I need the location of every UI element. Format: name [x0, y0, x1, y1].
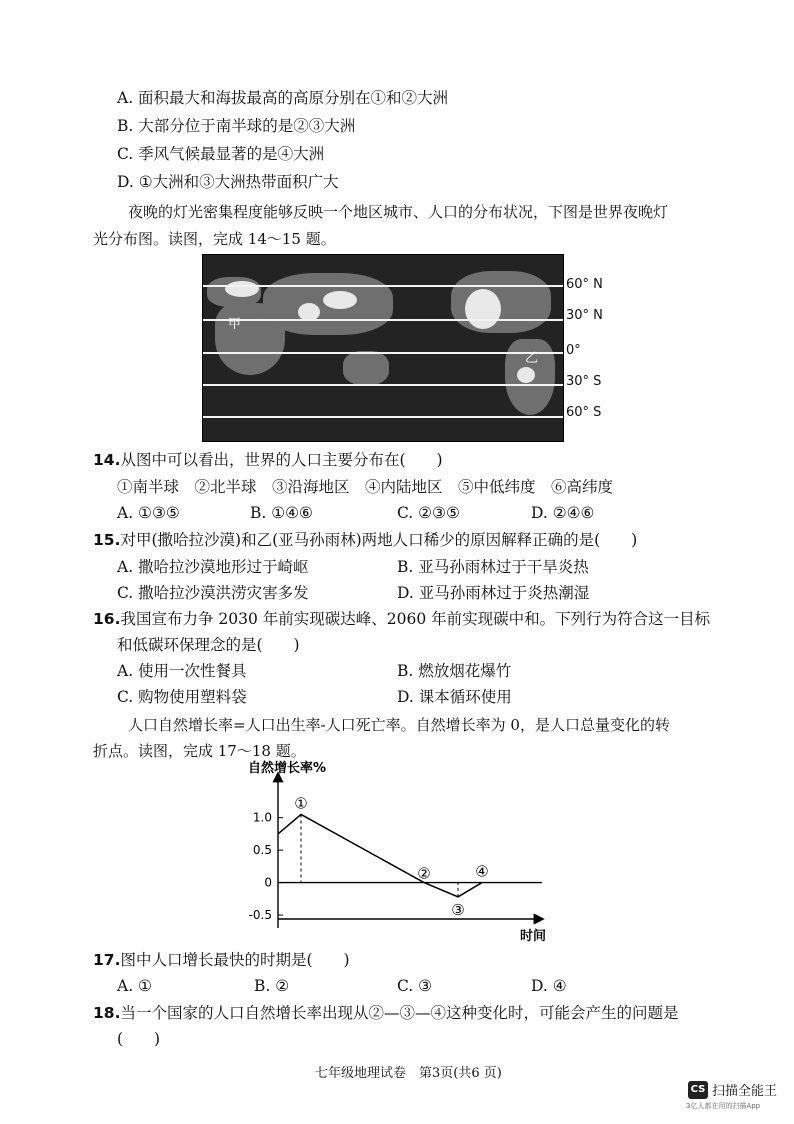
lat-label-60s: 60° S	[566, 405, 602, 420]
y-axis-label: 自然增长率%	[248, 761, 327, 776]
world-night-lights-map	[202, 254, 564, 442]
q15-option-c: C. 撒哈拉沙漠洪涝灾害多发	[117, 584, 309, 602]
q15-stem: 15.对甲(撒哈拉沙漠)和乙(亚马孙雨林)两地人口稀少的原因解释正确的是( )	[93, 531, 638, 549]
q17-stem: 17.图中人口增长最快的时期是( )	[93, 951, 350, 969]
q15-option-a: A. 撒哈拉沙漠地形过于崎岖	[117, 558, 309, 576]
q14-stem: 14.从图中可以看出，世界的人口主要分布在( )	[93, 451, 443, 469]
q17-option-b: B. ②	[254, 977, 290, 995]
q16-option-b: B. 燃放烟花爆竹	[397, 662, 512, 680]
q17-option-a: A. ①	[117, 977, 152, 995]
intro-growth-rate-line1: 人口自然增长率=人口出生率-人口死亡率。自然增长率为 0，是人口总量变化的转	[128, 716, 670, 734]
q14-option-a: A. ①③⑤	[117, 504, 180, 522]
q14-option-b: B. ①④⑥	[250, 504, 313, 522]
intro-growth-rate-line2: 折点。读图，完成 17～18 题。	[93, 742, 306, 760]
x-axis-label: 时间	[520, 929, 547, 944]
camscanner-app-subtitle: 3亿人都在用的扫描App	[686, 1102, 761, 1110]
intro-night-lights-line2: 光分布图。读图，完成 14～15 题。	[93, 230, 336, 248]
growth-rate-line	[278, 814, 482, 896]
y-tick-label: 0	[264, 875, 272, 890]
y-tick-label: 1.0	[252, 810, 272, 825]
map-label-jia: 甲	[228, 317, 242, 332]
q13-option-c: C. 季风气候最显著的是④大洲	[117, 145, 325, 163]
point-label-4: ④	[475, 862, 489, 881]
lat-label-30s: 30° S	[566, 374, 602, 389]
q16-stem-line2: 和低碳环保理念的是( )	[117, 636, 300, 654]
point-label-3: ③	[451, 900, 465, 919]
point-label-1: ①	[294, 794, 308, 813]
map-label-yi: 乙	[525, 351, 539, 366]
lat-label-60n: 60° N	[566, 277, 603, 292]
q16-option-d: D. 课本循环使用	[397, 688, 512, 706]
q14-items: ①南半球 ②北半球 ③沿海地区 ④内陆地区 ⑤中低纬度 ⑥高纬度	[117, 478, 614, 496]
page-footer: 七年级地理试卷 第3页(共6 页)	[315, 1066, 502, 1081]
q15-option-d: D. 亚马孙雨林过于炎热潮湿	[397, 584, 590, 602]
q15-option-b: B. 亚马孙雨林过于干旱炎热	[397, 558, 589, 576]
q18-stem-line2: ( )	[117, 1030, 161, 1048]
q13-option-a: A. 面积最大和海拔最高的高原分别在①和②大洲	[117, 89, 449, 107]
q16-option-a: A. 使用一次性餐具	[117, 662, 247, 680]
lat-label-0: 0°	[566, 343, 581, 358]
q13-option-b: B. 大部分位于南半球的是②③大洲	[117, 117, 356, 135]
y-tick-label: -0.5	[248, 908, 272, 923]
point-label-2: ②	[417, 864, 431, 883]
q16-option-c: C. 购物使用塑料袋	[117, 688, 247, 706]
natural-growth-rate-chart	[230, 760, 560, 950]
q17-option-c: C. ③	[397, 977, 433, 995]
q16-stem-line1: 16.我国宣布力争 2030 年前实现碳达峰、2060 年前实现碳中和。下列行为符合这一目标	[93, 610, 711, 628]
q17-option-d: D. ④	[531, 977, 567, 995]
q14-option-c: C. ②③⑤	[397, 504, 460, 522]
q13-option-d: D. ①大洲和③大洲热带面积广大	[117, 173, 339, 191]
y-tick-label: 0.5	[252, 843, 272, 858]
lat-label-30n: 30° N	[566, 308, 603, 323]
q18-stem: 18.当一个国家的人口自然增长率出现从②—③—④这种变化时，可能会产生的问题是	[93, 1004, 679, 1022]
intro-night-lights-line1: 夜晚的灯光密集程度能够反映一个地区城市、人口的分布状况，下图是世界夜晚灯	[128, 203, 669, 221]
camscanner-app-name: 扫描全能王	[712, 1084, 778, 1099]
camscanner-logo-icon: CS	[688, 1081, 708, 1099]
q14-option-d: D. ②④⑥	[531, 504, 595, 522]
